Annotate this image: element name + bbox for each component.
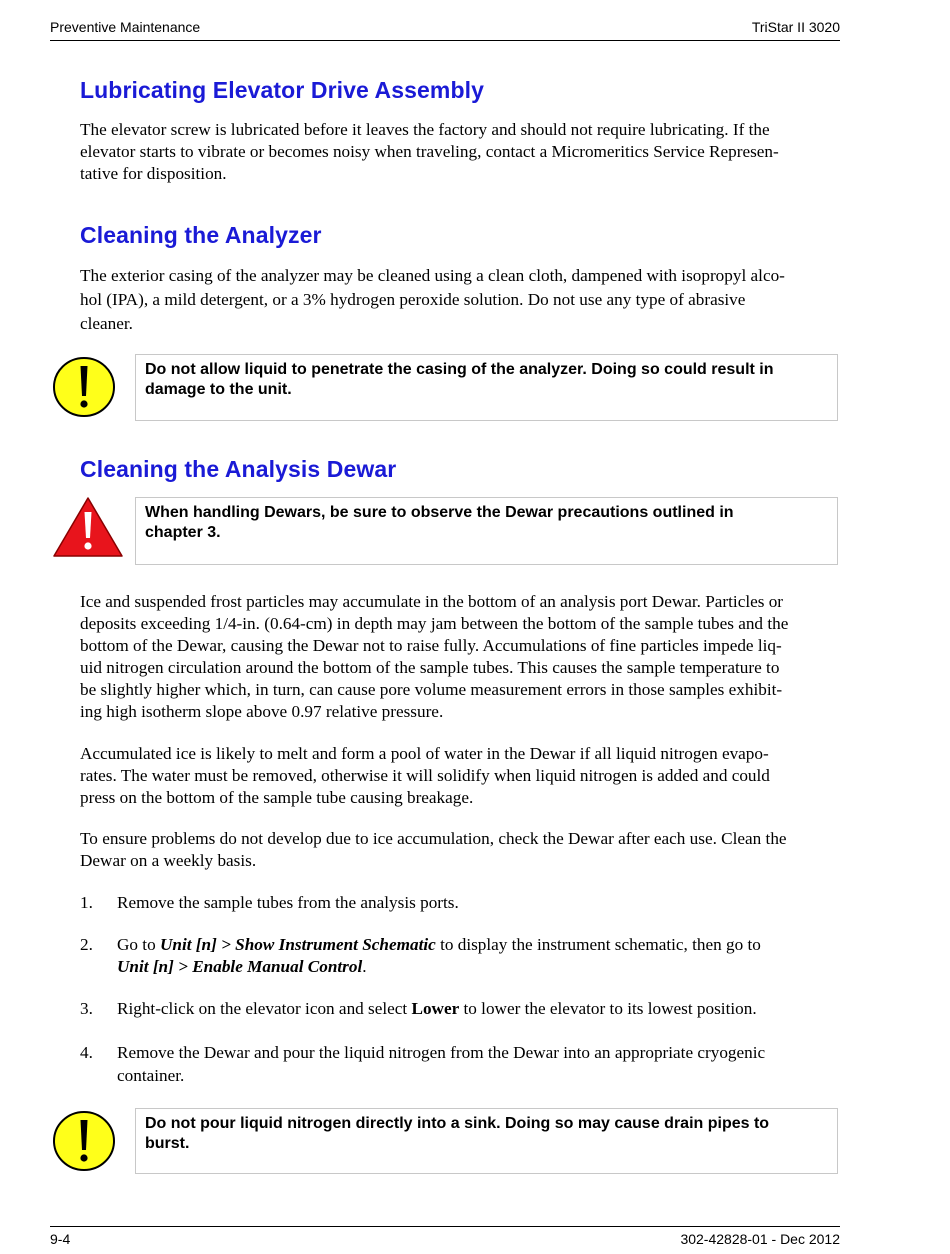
heading-lubricating-elevator: Lubricating Elevator Drive Assembly (80, 77, 485, 103)
step-text (117, 934, 840, 978)
page-footer (50, 1226, 840, 1249)
step-text (117, 1041, 840, 1087)
menu-path-manual-control: Unit [n] > Enable Manual Control (117, 957, 363, 976)
warning-text-line: chapter 3. (145, 524, 221, 541)
text-line: deposits exceeding 1/4-in. (0.64-cm) in depth may jam between the bottom of the sample tubes and the (80, 614, 789, 633)
text-line: cleaner. (80, 314, 133, 333)
heading-cleaning-dewar: Cleaning the Analysis Dewar (80, 456, 397, 482)
step-text-post: . (362, 957, 367, 976)
caution-box-sink (135, 1108, 838, 1174)
text-line: The exterior casing of the analyzer may be cleaned using a clean cloth, dampened with isopropyl alco- (80, 266, 785, 285)
warning-text-line: When handling Dewars, be sure to observe the Dewar precautions outlined in (145, 504, 734, 521)
document-number: 302-42828-01 - Dec 2012 (680, 1231, 840, 1247)
header-product-name: TriStar II 3020 (751, 19, 840, 35)
header-section-title: Preventive Maintenance (50, 19, 201, 35)
caution-text-line: Do not pour liquid nitrogen directly into a sink. Doing so may cause drain pipes to (145, 1115, 770, 1132)
caution-text-line: damage to the unit. (145, 381, 292, 398)
text-line: press on the bottom of the sample tube causing breakage. (80, 788, 474, 807)
caution-exclamation-icon (52, 1110, 116, 1172)
warning-box-dewar (135, 497, 838, 565)
paragraph-ice-particles (80, 591, 840, 723)
lower-command: Lower (411, 999, 460, 1018)
text-line: Ice and suspended frost particles may accumulate in the bottom of an analysis port Dewar. Particles or (80, 592, 784, 611)
step-number: 4. (80, 1043, 93, 1062)
text-line: To ensure problems do not develop due to ice accumulation, check the Dewar after each use. Clean the (80, 829, 787, 848)
step-text (117, 998, 840, 1020)
text-line: Accumulated ice is likely to melt and form a pool of water in the Dewar if all liquid nitrogen evapo- (80, 744, 769, 763)
heading-cleaning-analyzer: Cleaning the Analyzer (80, 222, 322, 248)
text-line: elevator starts to vibrate or becomes noisy when traveling, contact a Micromeritics Service Represen- (80, 142, 779, 161)
caution-text-line: Do not allow liquid to penetrate the casing of the analyzer. Doing so could result in (145, 361, 774, 378)
caution-box-liquid (135, 354, 838, 421)
page-number: 9-4 (50, 1231, 71, 1247)
text-line: hol (IPA), a mild detergent, or a 3% hydrogen peroxide solution. Do not use any type of abrasive (80, 290, 746, 309)
step-number: 3. (80, 999, 93, 1018)
step-text-post: to lower the elevator to its lowest position. (459, 999, 757, 1018)
paragraph-cleaning-analyzer (80, 264, 840, 336)
step-text: Remove the sample tubes from the analysis ports. (117, 893, 459, 912)
step-text-pre: Go to (117, 935, 160, 954)
step-number: 2. (80, 935, 93, 954)
menu-path-schematic: Unit [n] > Show Instrument Schematic (159, 935, 436, 954)
step-number: 1. (80, 893, 93, 912)
step-text-mid: to display the instrument schematic, then go to (435, 935, 761, 954)
paragraph-accumulated-ice (80, 743, 840, 809)
text-line: uid nitrogen circulation around the bottom of the sample tubes. This causes the sample temperature to (80, 658, 780, 677)
paragraph-lubricating (80, 119, 840, 185)
step-text-pre: Right-click on the elevator icon and select (117, 999, 412, 1018)
step-line (117, 956, 840, 978)
step-line (117, 934, 840, 956)
step-line: Remove the Dewar and pour the liquid nitrogen from the Dewar into an appropriate cryogenic (117, 1043, 766, 1062)
step-line: container. (117, 1066, 185, 1085)
text-line: bottom of the Dewar, causing the Dewar not to raise fully. Accumulations of fine particles impede liq- (80, 636, 782, 655)
warning-triangle-icon (52, 496, 124, 558)
text-line: be slightly higher which, in turn, can cause pore volume measurement errors in those samples exhibit- (80, 680, 783, 699)
caution-exclamation-icon (52, 356, 116, 418)
paragraph-ensure-problems (80, 828, 840, 872)
text-line: The elevator screw is lubricated before it leaves the factory and should not require lubricating. If the (80, 120, 770, 139)
text-line: rates. The water must be removed, otherwise it will solidify when liquid nitrogen is added and could (80, 766, 770, 785)
page-header (50, 18, 840, 41)
text-line: tative for disposition. (80, 164, 227, 183)
text-line: Dewar on a weekly basis. (80, 851, 257, 870)
text-line: ing high isotherm slope above 0.97 relative pressure. (80, 702, 444, 721)
caution-text-line: burst. (145, 1135, 190, 1152)
